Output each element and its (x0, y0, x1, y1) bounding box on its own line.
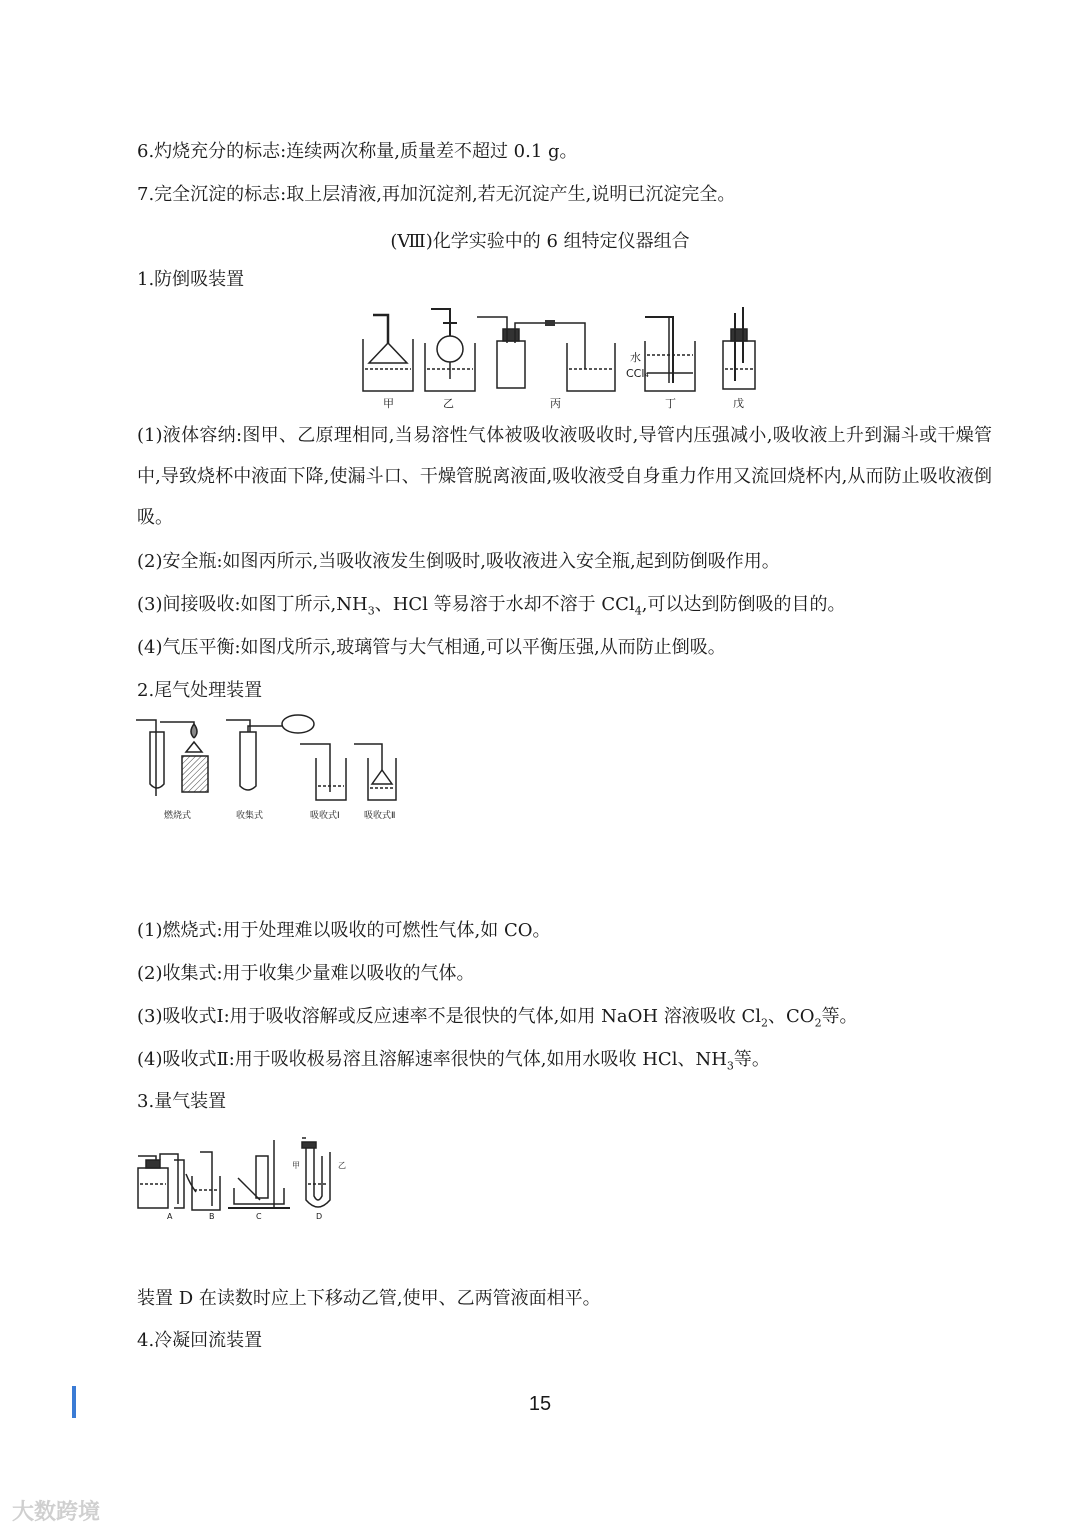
label-b: B (209, 1212, 215, 1221)
page-number: 15 (528, 1393, 552, 1415)
label-absorb-2: 吸收式Ⅱ (364, 811, 396, 821)
apparatus-d (302, 1138, 330, 1207)
label-yi: 乙 (443, 397, 454, 410)
apparatus-ding (645, 317, 695, 391)
apparatus-absorb-2 (354, 744, 396, 800)
apparatus-c (228, 1140, 290, 1208)
item-absorb-2: (4)吸收式Ⅱ:用于吸收极易溶且溶解速率很快的气体,如用水吸收 HCl、$NH_3$等。 (137, 1049, 770, 1073)
figure-tail-gas (132, 712, 412, 821)
label-combustion: 燃烧式 (164, 811, 192, 821)
apparatus-bing (477, 317, 615, 391)
heading-tail-gas: 2.尾气处理装置 (137, 680, 263, 701)
label-a: A (167, 1212, 173, 1221)
label-tube-yi: 乙 (338, 1161, 346, 1170)
item-collection: (2)收集式:用于收集少量难以吸收的气体。 (137, 963, 475, 984)
item-absorb-1: (3)吸收式Ⅰ:用于吸收溶解或反应速率不是很快的气体,如用 NaOH 溶液吸收 $Cl_2$、$CO_2$等。 (137, 1006, 858, 1030)
label-jia: 甲 (383, 397, 394, 410)
section-title: (Ⅷ)化学实验中的 6 组特定仪器组合 (390, 231, 690, 252)
label-collection: 收集式 (236, 811, 264, 821)
item-7: 7.完全沉淀的标志:取上层清液,再加沉淀剂,若无沉淀产生,说明已沉淀完全。 (137, 184, 736, 205)
apparatus-yi (425, 309, 475, 391)
item-6: 6.灼烧充分的标志:连续两次称量,质量差不超过 0.1 g。 (137, 141, 578, 162)
watermark: 大数跨境 (12, 1500, 101, 1525)
item-combustion: (1)燃烧式:用于处理难以吸收的可燃性气体,如 CO。 (137, 920, 551, 941)
apparatus-jia (363, 315, 413, 391)
label-bing: 丙 (550, 397, 561, 410)
label-wu: 戊 (733, 397, 744, 410)
figure-anti-suckback (355, 303, 775, 411)
heading-anti-suckback: 1.防倒吸装置 (137, 269, 245, 290)
heading-gas-measure: 3.量气装置 (137, 1091, 227, 1112)
label-water: 水 (630, 351, 641, 364)
para-liquid-holding: (1)液体容纳:图甲、乙原理相同,当易溶性气体被吸收液吸收时,导管内压强减小,吸收液上升到漏斗或干燥管中,导致烧杯中液面下降,使漏斗口、干燥管脱离液面,吸收液受自身重力作用又流回烧杯内,从而防止吸收液倒吸。 (137, 425, 992, 528)
label-tube-jia: 甲 (292, 1161, 300, 1170)
apparatus-a (138, 1154, 184, 1208)
apparatus-wu (723, 307, 755, 389)
figure-gas-measure (134, 1134, 358, 1226)
heading-reflux: 4.冷凝回流装置 (137, 1330, 263, 1351)
para-safety-bottle: (2)安全瓶:如图丙所示,当吸收液发生倒吸时,吸收液进入安全瓶,起到防倒吸作用。 (137, 551, 780, 572)
label-c: C (256, 1212, 262, 1221)
label-ding: 丁 (665, 397, 676, 410)
label-ccl4: CCl₄ (626, 367, 649, 380)
apparatus-collection (226, 715, 314, 790)
para-pressure-balance: (4)气压平衡:如图戊所示,玻璃管与大气相通,可以平衡压强,从而防止倒吸。 (137, 637, 726, 658)
para-indirect-absorption: (3)间接吸收:如图丁所示$,NH_3$、HCl 等易溶于水却不溶于 CCl$_4$,可以达到防倒吸的目的。 (137, 594, 846, 618)
apparatus-combustion (136, 720, 208, 796)
label-absorb-1: 吸收式Ⅰ (310, 811, 340, 821)
apparatus-b (186, 1152, 220, 1210)
label-d: D (316, 1212, 323, 1221)
para-device-d: 装置 D 在读数时应上下移动乙管,使甲、乙两管液面相平。 (137, 1288, 601, 1309)
apparatus-absorb-1 (300, 744, 346, 800)
